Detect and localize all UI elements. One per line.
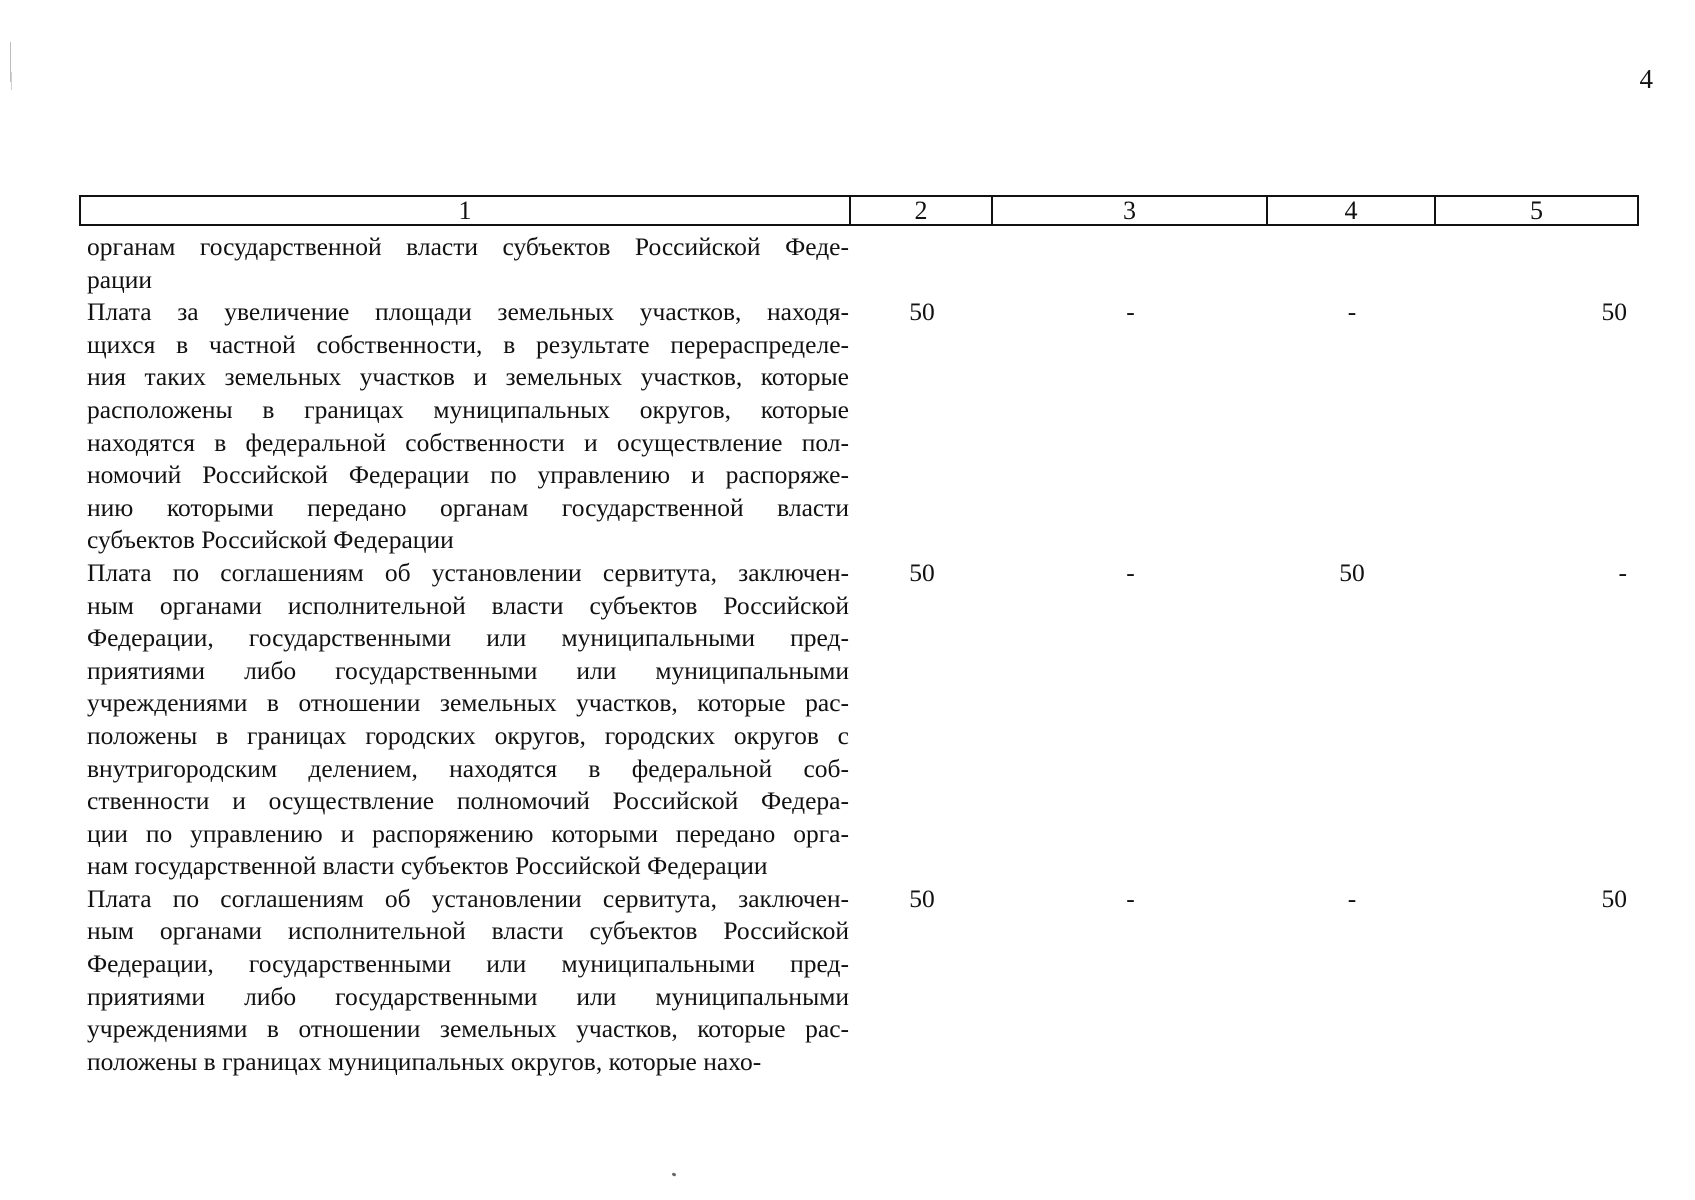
table-row <box>79 231 1639 296</box>
cell-c4: 50 <box>1339 557 1365 587</box>
description-line: органам государственной власти субъектов Российской Феде- <box>87 232 849 261</box>
column-header-1: 1 <box>81 197 851 224</box>
description-line: щихся в частной собственности, в результате перераспределе- <box>87 329 849 359</box>
table-header <box>79 195 1639 226</box>
description-line: внутригородским делением, находятся в федеральной соб- <box>87 753 849 783</box>
scan-speck <box>672 1172 677 1176</box>
table-row <box>79 557 1639 883</box>
description-line: приятиями либо государственными или муниципальными <box>87 981 849 1011</box>
cell-c4: - <box>1347 297 1357 327</box>
description-line: расположены в границах муниципальных округов, которые <box>87 394 849 424</box>
description-line: нам государственной власти субъектов Российской Федерации <box>87 851 768 881</box>
description-line: Плата по соглашениям об установлении сервитута, заключен- <box>87 883 849 913</box>
description-line: Федерации, государственными или муниципальными пред- <box>87 623 849 653</box>
column-header-5: 5 <box>1530 195 1543 225</box>
description-line: ции по управлению и распоряжению которыми передано орга- <box>87 818 849 848</box>
cell-c3: - <box>1126 297 1135 327</box>
row-description <box>79 231 851 296</box>
cell-c4: - <box>1347 883 1357 913</box>
description-line: положены в границах муниципальных округов, которые нахо- <box>87 1046 762 1076</box>
table-row <box>79 296 1639 557</box>
description-line: положены в границах городских округов, городских округов с <box>87 720 849 750</box>
row-description <box>79 296 851 557</box>
description-line: ным органами исполнительной власти субъектов Российской <box>87 590 849 620</box>
cell-c5: 50 <box>1601 883 1627 913</box>
cell-c3: - <box>1126 883 1135 913</box>
cell-c2: 50 <box>909 297 935 327</box>
row-description <box>79 557 851 883</box>
description-line: приятиями либо государственными или муниципальными <box>87 655 849 685</box>
column-header-2: 2 <box>851 197 993 224</box>
scan-edge-mark <box>11 72 12 90</box>
table-row <box>79 883 1639 1079</box>
description-line: Федерации, государственными или муниципальными пред- <box>87 949 849 979</box>
description-line: Плата по соглашениям об установлении сервитута, заключен- <box>87 557 849 587</box>
column-header-3: 3 <box>993 197 1268 224</box>
description-line: номочий Российской Федерации по управлению и распоряже- <box>87 460 849 490</box>
description-line: ственности и осуществление полномочий Российской Федера- <box>87 786 849 816</box>
table-body <box>79 231 1639 1078</box>
cell-c5: - <box>1618 557 1627 587</box>
cell-c3: - <box>1126 557 1135 587</box>
description-line: учреждениями в отношении земельных участков, которые рас- <box>87 1014 849 1044</box>
cell-c2: 50 <box>909 883 935 913</box>
description-line: ным органами исполнительной власти субъектов Российской <box>87 916 849 946</box>
description-line: нию которыми передано органам государственной власти <box>87 492 849 522</box>
cell-c5: 50 <box>1601 297 1627 327</box>
description-line: Плата за увеличение площади земельных участков, находя- <box>87 297 849 327</box>
description-line: учреждениями в отношении земельных участков, которые рас- <box>87 688 849 718</box>
cell-c2: 50 <box>909 557 935 587</box>
description-line: находятся в федеральной собственности и осуществление пол- <box>87 427 849 457</box>
row-description <box>79 883 851 1079</box>
column-header-4: 4 <box>1268 197 1436 224</box>
description-line: субъектов Российской Федерации <box>87 525 454 555</box>
description-line: ния таких земельных участков и земельных участков, которые <box>87 362 849 392</box>
page-number: 4 <box>1639 64 1653 94</box>
description-line: рации <box>87 264 153 294</box>
